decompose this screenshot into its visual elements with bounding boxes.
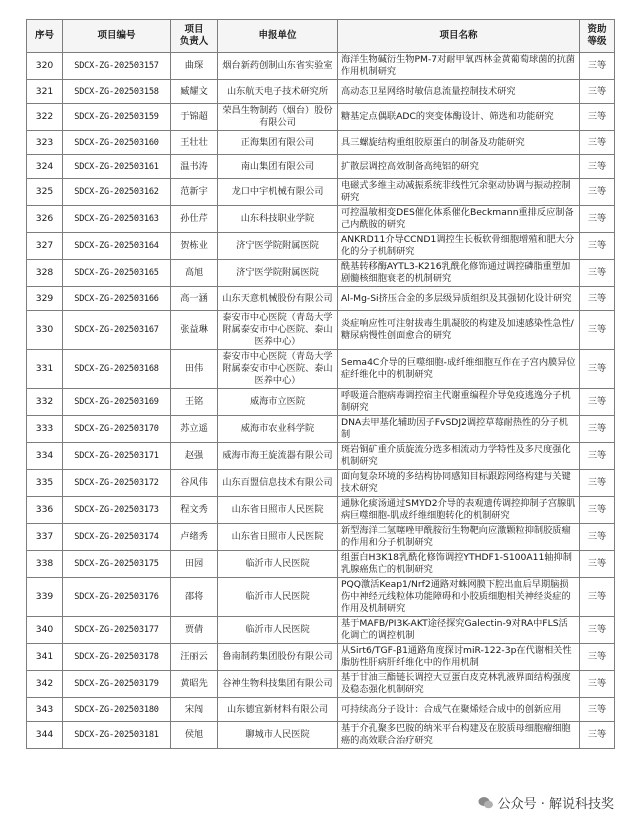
- project-leader: 臧耀文: [171, 80, 218, 104]
- project-code: SDCX-ZG-202503157: [63, 53, 171, 80]
- project-name: 呼吸道合胞病毒调控宿主代谢重编程介导免疫逃逸分子机制研究: [338, 389, 580, 416]
- project-leader: 曲琛: [171, 53, 218, 80]
- project-code: SDCX-ZG-202503179: [63, 671, 171, 698]
- applicant-unit: 正海集团有限公司: [218, 131, 338, 155]
- row-number: 344: [27, 722, 63, 749]
- project-name: 酰基转移酶AYTL3-K216乳酰化修饰通过调控磷脂重塑加剧髓核细胞衰老的机制研究: [338, 260, 580, 287]
- project-code: SDCX-ZG-202503175: [63, 551, 171, 578]
- table-row: [27, 233, 615, 260]
- project-name: 可持续高分子设计：合成气在聚烯烃合成中的创新应用: [338, 698, 580, 722]
- table-row: [27, 287, 615, 311]
- row-number: 338: [27, 551, 63, 578]
- grant-grade: 三等: [580, 53, 615, 80]
- applicant-unit: 山东德宜新材料有限公司: [218, 698, 338, 722]
- header-no: 序号: [27, 20, 63, 53]
- table-row: [27, 497, 615, 524]
- header-project: 项目名称: [338, 20, 580, 53]
- grant-grade: 三等: [580, 155, 615, 179]
- project-leader: 高一涵: [171, 287, 218, 311]
- row-number: 321: [27, 80, 63, 104]
- row-number: 325: [27, 179, 63, 206]
- project-name: 可控温敏相变DES催化体系催化Beckmann重排反应制备己内酰胺的研究: [338, 206, 580, 233]
- project-code: SDCX-ZG-202503171: [63, 443, 171, 470]
- grant-grade: 三等: [580, 80, 615, 104]
- grant-grade: 三等: [580, 722, 615, 749]
- project-code: SDCX-ZG-202503162: [63, 179, 171, 206]
- project-code: SDCX-ZG-202503170: [63, 416, 171, 443]
- table-row: [27, 311, 615, 350]
- project-leader: 高旭: [171, 260, 218, 287]
- row-number: 332: [27, 389, 63, 416]
- project-name: 基于MAFB/PI3K-AKT途径探究Galectin-9对RA中FLS活化调亡的调控机制: [338, 617, 580, 644]
- applicant-unit: 威海市海王旋流器有限公司: [218, 443, 338, 470]
- applicant-unit: 泰安市中心医院（青岛大学附属泰安市中心医院、泰山医养中心）: [218, 311, 338, 350]
- project-name: 通脉化痰汤通过SMYD2介导的表观遗传调控抑制子宫腺肌病巨噬细胞-肌成纤维细胞转化的机制研究: [338, 497, 580, 524]
- row-number: 330: [27, 311, 63, 350]
- table-row: [27, 179, 615, 206]
- table-row: [27, 671, 615, 698]
- table-row: [27, 350, 615, 389]
- grant-grade: 三等: [580, 179, 615, 206]
- row-number: 335: [27, 470, 63, 497]
- watermark-text: 公众号 · 解说科技奖: [497, 797, 614, 812]
- project-code: SDCX-ZG-202503165: [63, 260, 171, 287]
- applicant-unit: 南山集团有限公司: [218, 155, 338, 179]
- project-name: Al-Mg-Si挤压合金的多层级异质组织及其强韧化设计研究: [338, 287, 580, 311]
- grant-grade: 三等: [580, 206, 615, 233]
- project-name: ANKRD11介导CCND1调控生长板软骨细胞增殖和肥大分化的分子机制研究: [338, 233, 580, 260]
- project-name: 组蛋白H3K18乳酰化修饰调控YTHDF1-S100A11轴抑制乳腺癌焦亡的机制研究: [338, 551, 580, 578]
- applicant-unit: 济宁医学院附属医院: [218, 233, 338, 260]
- project-code: SDCX-ZG-202503159: [63, 104, 171, 131]
- project-leader: 赵强: [171, 443, 218, 470]
- wechat-icon: [478, 796, 494, 810]
- applicant-unit: 山东天意机械股份有限公司: [218, 287, 338, 311]
- project-leader: 范新宇: [171, 179, 218, 206]
- project-code: SDCX-ZG-202503168: [63, 350, 171, 389]
- applicant-unit: 山东科技职业学院: [218, 206, 338, 233]
- row-number: 333: [27, 416, 63, 443]
- row-number: 322: [27, 104, 63, 131]
- applicant-unit: 济宁医学院附属医院: [218, 260, 338, 287]
- project-code: SDCX-ZG-202503173: [63, 497, 171, 524]
- project-code: SDCX-ZG-202503181: [63, 722, 171, 749]
- project-code: SDCX-ZG-202503161: [63, 155, 171, 179]
- project-code: SDCX-ZG-202503172: [63, 470, 171, 497]
- row-number: 327: [27, 233, 63, 260]
- table-row: [27, 644, 615, 671]
- project-name: Sema4C介导的巨噬细胞-成纤维细胞互作在子宫内膜异位症纤维化中的机制研究: [338, 350, 580, 389]
- project-name: 糖基定点偶联ADC的突变体酶设计、筛选和功能研究: [338, 104, 580, 131]
- project-name: 电磁式多维主动减振系统非线性冗余驱动协调与振动控制研究: [338, 179, 580, 206]
- grant-grade: 三等: [580, 578, 615, 617]
- row-number: 340: [27, 617, 63, 644]
- project-code: SDCX-ZG-202503174: [63, 524, 171, 551]
- project-leader: 程文秀: [171, 497, 218, 524]
- row-number: 337: [27, 524, 63, 551]
- table-row: [27, 416, 615, 443]
- grant-grade: 三等: [580, 131, 615, 155]
- table-row: [27, 53, 615, 80]
- applicant-unit: 谷神生物科技集团有限公司: [218, 671, 338, 698]
- grant-grade: 三等: [580, 104, 615, 131]
- table-row: [27, 551, 615, 578]
- project-name: 面向复杂环境的多结构协同感知目标跟踪网络构建与关键技术研究: [338, 470, 580, 497]
- row-number: 324: [27, 155, 63, 179]
- project-name: 高动态卫星网络时敏信息流量控制技术研究: [338, 80, 580, 104]
- grant-grade: 三等: [580, 617, 615, 644]
- project-code: SDCX-ZG-202503158: [63, 80, 171, 104]
- grant-grade: 三等: [580, 443, 615, 470]
- project-name: PQQ激活Keap1/Nrf2通路对蛛网膜下腔出血后早期脑损伤中神经元线粒体功能障碍和小胶质细胞相关神经炎症的作用及机制研究: [338, 578, 580, 617]
- row-number: 334: [27, 443, 63, 470]
- project-leader: 贺栋业: [171, 233, 218, 260]
- applicant-unit: 龙口中宇机械有限公司: [218, 179, 338, 206]
- applicant-unit: 荣昌生物制药（烟台）股份有限公司: [218, 104, 338, 131]
- table-row: [27, 698, 615, 722]
- grant-grade: 三等: [580, 644, 615, 671]
- project-leader: 谷风伟: [171, 470, 218, 497]
- project-leader: 田园: [171, 551, 218, 578]
- table-row: [27, 260, 615, 287]
- applicant-unit: 山东省日照市人民医院: [218, 524, 338, 551]
- applicant-unit: 聊城市人民医院: [218, 722, 338, 749]
- grant-grade: 三等: [580, 350, 615, 389]
- project-leader: 宋闯: [171, 698, 218, 722]
- applicant-unit: 山东航天电子技术研究所: [218, 80, 338, 104]
- table-header-row: [27, 20, 615, 53]
- grant-grade: 三等: [580, 497, 615, 524]
- project-name: 基于甘油三酯链长调控大豆蛋白皮克林乳液界面结构强度及稳态强化机制研究: [338, 671, 580, 698]
- table-row: [27, 443, 615, 470]
- project-name: 具三螺旋结构重组胶原蛋白的制备及功能研究: [338, 131, 580, 155]
- grant-grade: 三等: [580, 233, 615, 260]
- row-number: 336: [27, 497, 63, 524]
- header-person: 项目 负责人: [171, 20, 218, 53]
- project-code: SDCX-ZG-202503178: [63, 644, 171, 671]
- project-code: SDCX-ZG-202503166: [63, 287, 171, 311]
- applicant-unit: 临沂市人民医院: [218, 551, 338, 578]
- project-code: SDCX-ZG-202503164: [63, 233, 171, 260]
- table-row: [27, 470, 615, 497]
- grant-grade: 三等: [580, 311, 615, 350]
- project-code: SDCX-ZG-202503177: [63, 617, 171, 644]
- applicant-unit: 威海市立医院: [218, 389, 338, 416]
- watermark: [474, 792, 618, 813]
- applicant-unit: 威海市农业科学院: [218, 416, 338, 443]
- project-code: SDCX-ZG-202503176: [63, 578, 171, 617]
- project-code: SDCX-ZG-202503160: [63, 131, 171, 155]
- table-row: [27, 578, 615, 617]
- row-number: 339: [27, 578, 63, 617]
- project-name: 基于介孔聚多巴胺的纳米平台构建及在胶质母细胞瘤细胞癌的高效联合治疗研究: [338, 722, 580, 749]
- grant-grade: 三等: [580, 260, 615, 287]
- table-row: [27, 617, 615, 644]
- project-leader: 于锦超: [171, 104, 218, 131]
- project-leader: 苏立遥: [171, 416, 218, 443]
- applicant-unit: 山东百盟信息技术有限公司: [218, 470, 338, 497]
- project-name: 炎症响应性可注射拔毒生肌凝胶的构建及加速感染性急性/糖尿病慢性创面愈合的研究: [338, 311, 580, 350]
- table-row: [27, 389, 615, 416]
- project-leader: 汪丽云: [171, 644, 218, 671]
- grant-grade: 三等: [580, 389, 615, 416]
- project-name: DNA去甲基化辅助因子FvSDJ2调控草莓耐热性的分子机制: [338, 416, 580, 443]
- project-name: 海洋生物碱衍生物PM-7对耐甲氧西林金黄葡萄球菌的抗菌作用机制研究: [338, 53, 580, 80]
- header-code: 项目编号: [63, 20, 171, 53]
- table-row: [27, 104, 615, 131]
- grant-grade: 三等: [580, 524, 615, 551]
- applicant-unit: 临沂市人民医院: [218, 578, 338, 617]
- project-name: 斑岩铜矿重介质旋流分选多相流动力学特性及多尺度强化机制研究: [338, 443, 580, 470]
- table-row: [27, 206, 615, 233]
- table-row: [27, 155, 615, 179]
- row-number: 323: [27, 131, 63, 155]
- row-number: 326: [27, 206, 63, 233]
- project-name: 新型海洋二氢噻唑甲酰胺衍生物靶向应激颗粒抑制胶质瘤的作用和分子机制研究: [338, 524, 580, 551]
- project-code: SDCX-ZG-202503167: [63, 311, 171, 350]
- applicant-unit: 鲁南制药集团股份有限公司: [218, 644, 338, 671]
- table-row: [27, 524, 615, 551]
- grant-grade: 三等: [580, 671, 615, 698]
- project-leader: 贾倩: [171, 617, 218, 644]
- project-leader: 黄昭先: [171, 671, 218, 698]
- grant-grade: 三等: [580, 416, 615, 443]
- header-unit: 申报单位: [218, 20, 338, 53]
- row-number: 342: [27, 671, 63, 698]
- grant-grade: 三等: [580, 287, 615, 311]
- table-row: [27, 722, 615, 749]
- project-leader: 温书涛: [171, 155, 218, 179]
- project-leader: 王铭: [171, 389, 218, 416]
- table-row: [27, 80, 615, 104]
- project-code: SDCX-ZG-202503163: [63, 206, 171, 233]
- project-leader: 侯旭: [171, 722, 218, 749]
- project-leader: 卢绪秀: [171, 524, 218, 551]
- applicant-unit: 烟台新药创制山东省实验室: [218, 53, 338, 80]
- grant-table: [26, 19, 615, 749]
- project-leader: 孙仕芹: [171, 206, 218, 233]
- applicant-unit: 临沂市人民医院: [218, 617, 338, 644]
- project-name: 从Sirt6/TGF-β1通路角度探讨miR-122-3p在代谢相关性脂肪性肝病肝纤维化中的作用机制: [338, 644, 580, 671]
- header-grade: 资助 等级: [580, 20, 615, 53]
- applicant-unit: 泰安市中心医院（青岛大学附属泰安市中心医院、泰山医养中心）: [218, 350, 338, 389]
- row-number: 343: [27, 698, 63, 722]
- project-leader: 张益琳: [171, 311, 218, 350]
- grant-grade: 三等: [580, 470, 615, 497]
- row-number: 329: [27, 287, 63, 311]
- project-code: SDCX-ZG-202503169: [63, 389, 171, 416]
- project-leader: 田伟: [171, 350, 218, 389]
- table-row: [27, 131, 615, 155]
- project-leader: 王壮壮: [171, 131, 218, 155]
- row-number: 328: [27, 260, 63, 287]
- project-name: 扩散层调控高效制备高纯铝的研究: [338, 155, 580, 179]
- row-number: 331: [27, 350, 63, 389]
- row-number: 320: [27, 53, 63, 80]
- grant-grade: 三等: [580, 698, 615, 722]
- project-leader: 邵将: [171, 578, 218, 617]
- grant-grade: 三等: [580, 551, 615, 578]
- row-number: 341: [27, 644, 63, 671]
- project-code: SDCX-ZG-202503180: [63, 698, 171, 722]
- applicant-unit: 山东省日照市人民医院: [218, 497, 338, 524]
